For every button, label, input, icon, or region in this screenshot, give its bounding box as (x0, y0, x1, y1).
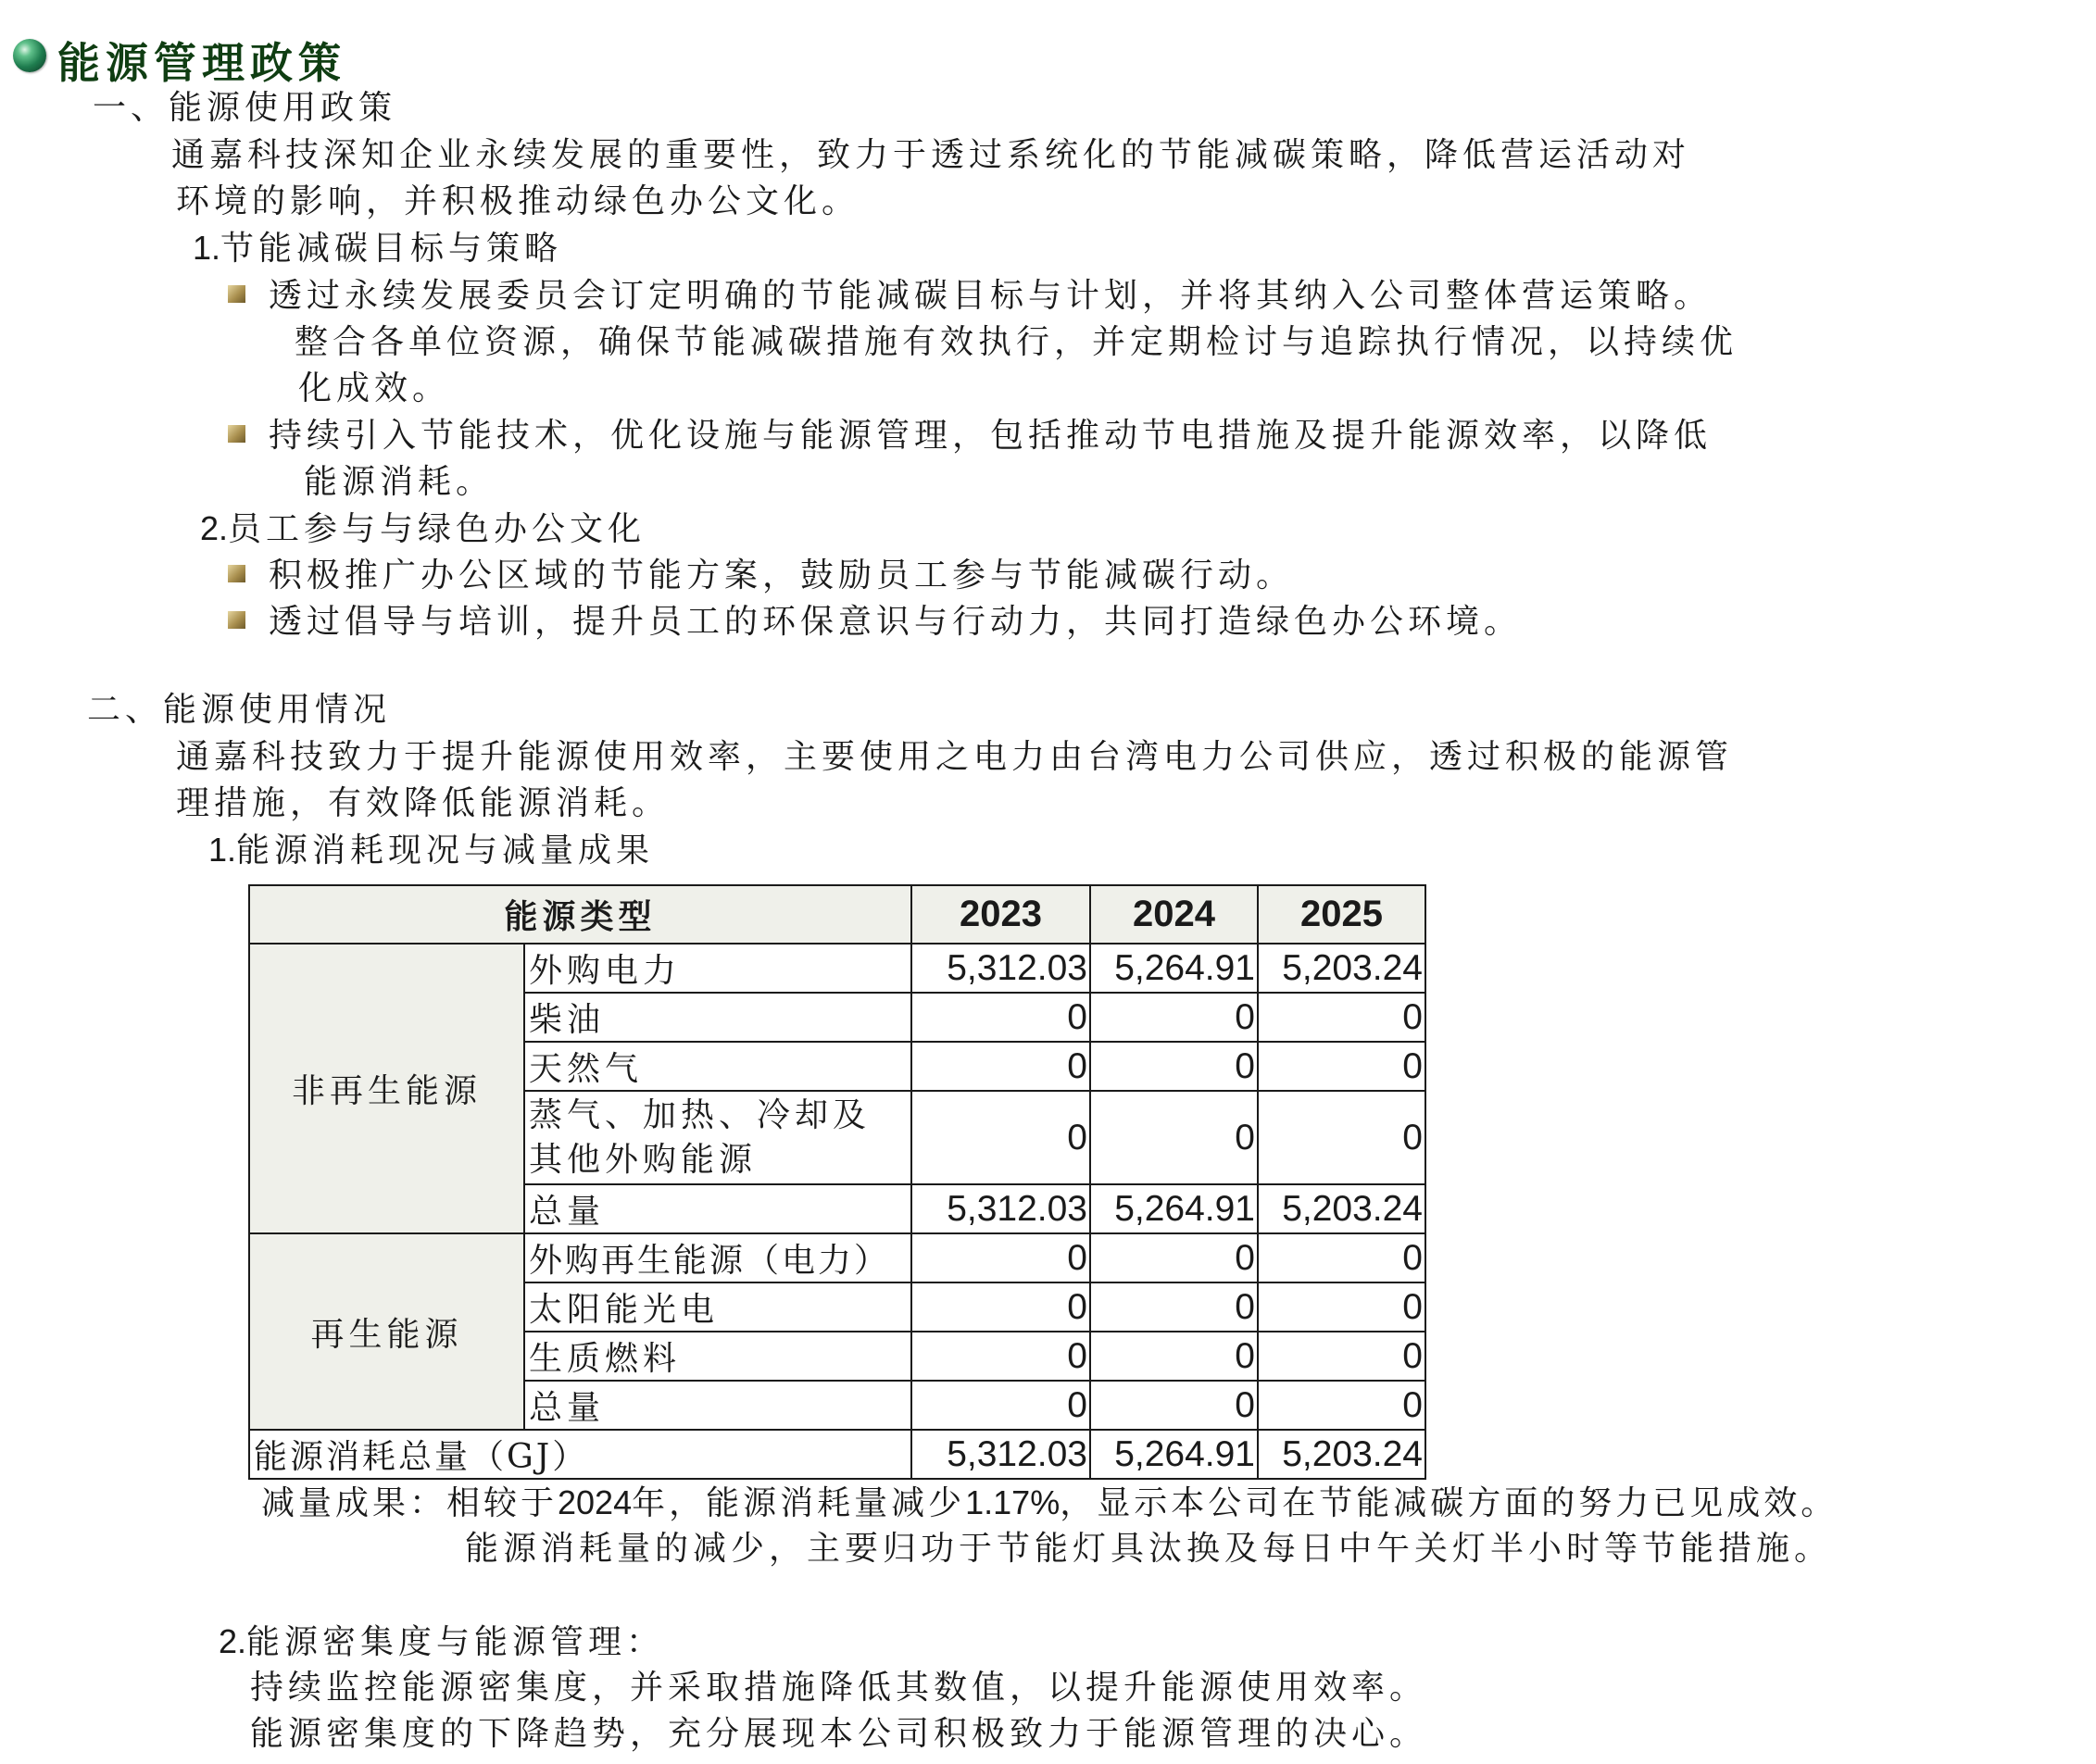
header-year-2023: 2023 (911, 885, 1090, 944)
result-mid: 年，能源消耗量减少 (632, 1484, 966, 1522)
cell-value: 0 (1090, 1091, 1258, 1184)
row-label: 外购电力 (524, 944, 911, 993)
row-label-line1: 蒸气、加热、冷却及 (529, 1095, 872, 1134)
bullet-icon (228, 565, 245, 582)
section2-sub2-title (219, 1619, 664, 1666)
row-label: 天然气 (524, 1042, 911, 1091)
row-label: 太阳能光电 (524, 1282, 911, 1332)
cell-value: 0 (1258, 1233, 1425, 1282)
section1-intro-line1: 通嘉科技深知企业永续发展的重要性，致力于透过系统化的节能减碳策略，降低营运活动对 (171, 136, 1691, 174)
cell-value: 5,203.24 (1258, 944, 1425, 993)
page-title: 能源管理政策 (57, 38, 346, 88)
cell-value: 0 (911, 993, 1090, 1042)
group-nonrenewable: 非再生能源 (249, 944, 524, 1233)
sub-label: 能源消耗现况与减量成果 (236, 832, 655, 869)
reduction-result-line1 (261, 1480, 1838, 1527)
total-label: 能源消耗总量（GJ） (249, 1430, 911, 1479)
section1-intro-line2: 环境的影响，并积极推动绿色办公文化。 (176, 182, 860, 220)
sub1-bullet2-line2: 能源消耗。 (304, 463, 495, 501)
row-label (524, 1091, 911, 1184)
sub-number: 2. (219, 1622, 247, 1660)
sub2-bullet1: 积极推广办公区域的节能方案，鼓励员工参与节能减碳行动。 (269, 557, 1295, 594)
sub1-bullet1-line1: 透过永续发展委员会订定明确的节能减碳目标与计划，并将其纳入公司整体营运策略。 (269, 277, 1713, 315)
cell-value: 0 (911, 1332, 1090, 1381)
section2-sub2-line2: 能源密集度的下降趋势，充分展现本公司积极致力于能源管理的决心。 (250, 1715, 1428, 1753)
cell-value: 0 (1090, 1042, 1258, 1091)
row-label: 外购再生能源（电力） (524, 1233, 911, 1282)
cell-value: 0 (1258, 1282, 1425, 1332)
reduction-result-line2: 能源消耗量的减少，主要归功于节能灯具汰换及每日中午关灯半小时等节能措施。 (465, 1530, 1833, 1568)
sub-label: 员工参与与绿色办公文化 (228, 510, 646, 548)
section2-intro-line2: 理措施，有效降低能源消耗。 (176, 784, 671, 822)
cell-value: 0 (911, 1282, 1090, 1332)
sub-number: 1. (208, 831, 237, 869)
table-row (249, 1233, 1425, 1282)
cell-value: 0 (1258, 993, 1425, 1042)
cell-value: 0 (1090, 1381, 1258, 1430)
cell-value: 0 (911, 1381, 1090, 1430)
cell-value: 5,264.91 (1090, 1184, 1258, 1233)
section1-heading: 一、能源使用政策 (93, 89, 397, 127)
sub-label: 能源密集度与能源管理： (246, 1623, 665, 1661)
row-label: 总量 (524, 1381, 911, 1430)
result-year: 2024 (558, 1483, 633, 1521)
sub-number: 1. (193, 229, 221, 267)
section2-intro-line1: 通嘉科技致力于提升能源使用效率，主要使用之电力由台湾电力公司供应，透过积极的能源管 (176, 738, 1734, 776)
header-energy-type: 能源类型 (249, 885, 911, 944)
result-prefix: 减量成果：相较于 (261, 1484, 559, 1522)
total-value: 5,264.91 (1090, 1430, 1258, 1479)
cell-value: 0 (911, 1233, 1090, 1282)
header-year-2024: 2024 (1090, 885, 1258, 944)
section2-heading: 二、能源使用情况 (87, 691, 392, 729)
section2-sub2-line1: 持续监控能源密集度，并采取措施降低其数值，以提升能源使用效率。 (250, 1669, 1428, 1707)
sub1-bullet1-line3: 化成效。 (298, 369, 451, 407)
group-renewable: 再生能源 (249, 1233, 524, 1430)
cell-value: 0 (1258, 1332, 1425, 1381)
cell-value: 0 (1090, 1233, 1258, 1282)
globe-icon (13, 39, 46, 72)
row-label: 总量 (524, 1184, 911, 1233)
row-label: 生质燃料 (524, 1332, 911, 1381)
cell-value: 0 (1258, 1091, 1425, 1184)
result-suffix: ，显示本公司在节能减碳方面的努力已见成效。 (1060, 1484, 1839, 1522)
sub1-bullet2-line1: 持续引入节能技术，优化设施与能源管理，包括推动节电措施及提升能源效率，以降低 (269, 417, 1713, 455)
cell-value: 0 (1090, 993, 1258, 1042)
row-label: 柴油 (524, 993, 911, 1042)
bullet-icon (228, 285, 245, 303)
header-year-2025: 2025 (1258, 885, 1425, 944)
total-value: 5,312.03 (911, 1430, 1090, 1479)
sub1-bullet1-line2: 整合各单位资源，确保节能减碳措施有效执行，并定期检讨与追踪执行情况，以持续优 (295, 323, 1738, 361)
cell-value: 5,264.91 (1090, 944, 1258, 993)
sub-label: 节能减碳目标与策略 (220, 230, 563, 268)
cell-value: 0 (911, 1091, 1090, 1184)
table-header-row (249, 885, 1425, 944)
table-total-row (249, 1430, 1425, 1479)
total-value: 5,203.24 (1258, 1430, 1425, 1479)
bullet-icon (228, 425, 245, 443)
cell-value: 5,312.03 (911, 1184, 1090, 1233)
cell-value: 5,203.24 (1258, 1184, 1425, 1233)
cell-value: 5,312.03 (911, 944, 1090, 993)
sub-number: 2. (200, 509, 229, 547)
section1-sub1-title (193, 225, 562, 272)
cell-value: 0 (1090, 1282, 1258, 1332)
energy-consumption-table (248, 884, 1426, 1480)
cell-value: 0 (1258, 1042, 1425, 1091)
cell-value: 0 (911, 1042, 1090, 1091)
result-percent: 1.17% (965, 1483, 1061, 1521)
table-row (249, 944, 1425, 993)
sub2-bullet2: 透过倡导与培训，提升员工的环保意识与行动力，共同打造绿色办公环境。 (269, 603, 1523, 641)
cell-value: 0 (1090, 1332, 1258, 1381)
section2-sub1-title (208, 827, 654, 874)
section1-sub2-title (200, 506, 646, 553)
cell-value: 0 (1258, 1381, 1425, 1430)
bullet-icon (228, 611, 245, 629)
row-label-line2: 其他外购能源 (529, 1140, 758, 1179)
